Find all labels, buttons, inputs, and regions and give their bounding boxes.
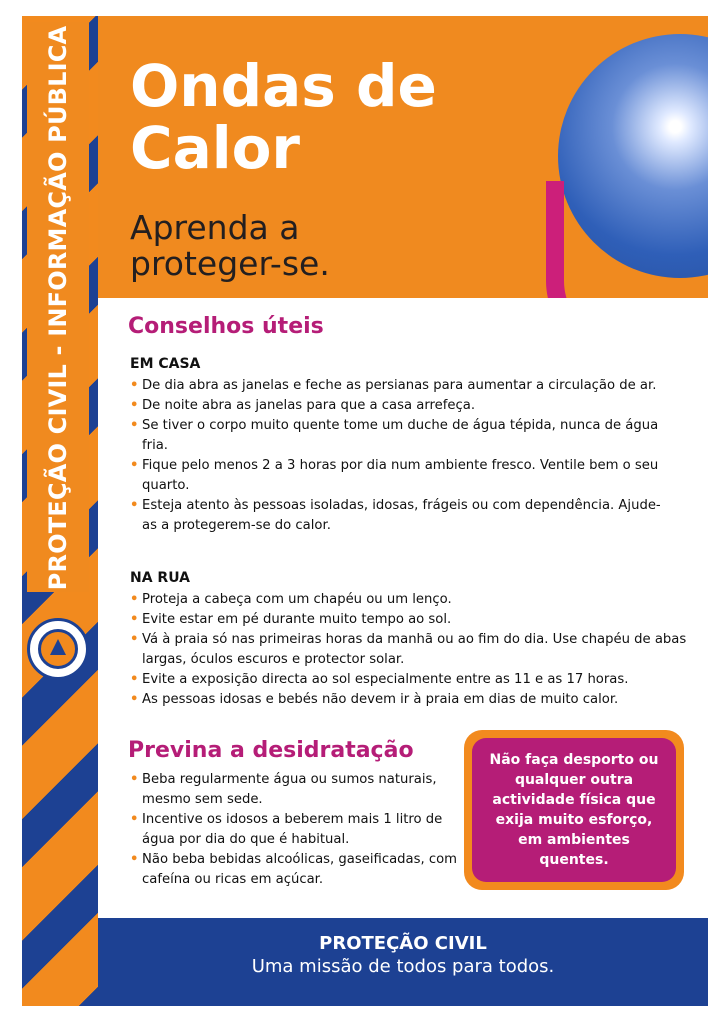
list-item: • Evite estar em pé durante muito tempo ao sol. <box>128 610 688 630</box>
list-item: • Fique pelo menos 2 a 3 horas por dia num ambiente fresco. Ventile bem o seu quarto. <box>128 456 668 496</box>
hydration-section-title: Previna a desidratação <box>128 738 414 763</box>
footer-title: PROTEÇÃO CIVIL <box>319 933 487 954</box>
list-item: • De dia abra as janelas e feche as persianas para aumentar a circulação de ar. <box>128 376 668 396</box>
seal-inner <box>38 629 78 669</box>
list-item: • Proteja a cabeça com um chapéu ou um lenço. <box>128 590 688 610</box>
civil-protection-seal-icon <box>27 618 89 680</box>
warning-callout <box>464 730 684 890</box>
decorative-arc <box>546 181 708 298</box>
side-vertical-title: PROTEÇÃO CIVIL - INFORMAÇÃO PÚBLICA <box>44 25 72 591</box>
list-item: • Vá à praia só nas primeiras horas da manhã ou ao fim do dia. Use chapéu de abas largas, óculos escuros e protector solar. <box>128 630 688 670</box>
footer-slogan: Uma missão de todos para todos. <box>251 956 555 977</box>
list-item: • Não beba bebidas alcoólicas, gaseificadas, com cafeína ou ricas em açúcar. <box>128 850 458 890</box>
list-item: • As pessoas idosas e bebés não devem ir à praia em dias de muito calor. <box>128 690 688 710</box>
list-item: • Esteja atento às pessoas isoladas, idosas, frágeis ou com dependência. Ajude-as a protegerem-se do calor. <box>128 496 668 536</box>
subtitle-line-2: proteger-se. <box>130 244 330 283</box>
title-line-2: Calor <box>130 114 301 182</box>
list-item: • Incentive os idosos a beberem mais 1 litro de água por dia do que é habitual. <box>128 810 458 850</box>
footer-banner <box>98 918 708 1006</box>
street-tips-list <box>128 590 688 710</box>
page-title <box>130 52 437 182</box>
home-tips-list <box>128 376 668 536</box>
tips-section-title: Conselhos úteis <box>128 314 324 339</box>
page-subtitle <box>130 210 330 282</box>
street-subheading: NA RUA <box>130 570 190 586</box>
list-item: • De noite abra as janelas para que a casa arrefeça. <box>128 396 668 416</box>
list-item: • Beba regularmente água ou sumos naturais, mesmo sem sede. <box>128 770 458 810</box>
home-subheading: EM CASA <box>130 356 201 372</box>
seal-triangle-icon <box>50 639 66 655</box>
hydration-tips-list <box>128 770 458 890</box>
warning-text: Não faça desporto ou qualquer outra actividade física que exija muito esforço, em ambientes quentes. <box>472 738 676 882</box>
title-line-1: Ondas de <box>130 52 437 120</box>
list-item: • Se tiver o corpo muito quente tome um duche de água tépida, nunca de água fria. <box>128 416 668 456</box>
list-item: • Evite a exposição directa ao sol especialmente entre as 11 e as 17 horas. <box>128 670 688 690</box>
subtitle-line-1: Aprenda a <box>130 208 300 247</box>
